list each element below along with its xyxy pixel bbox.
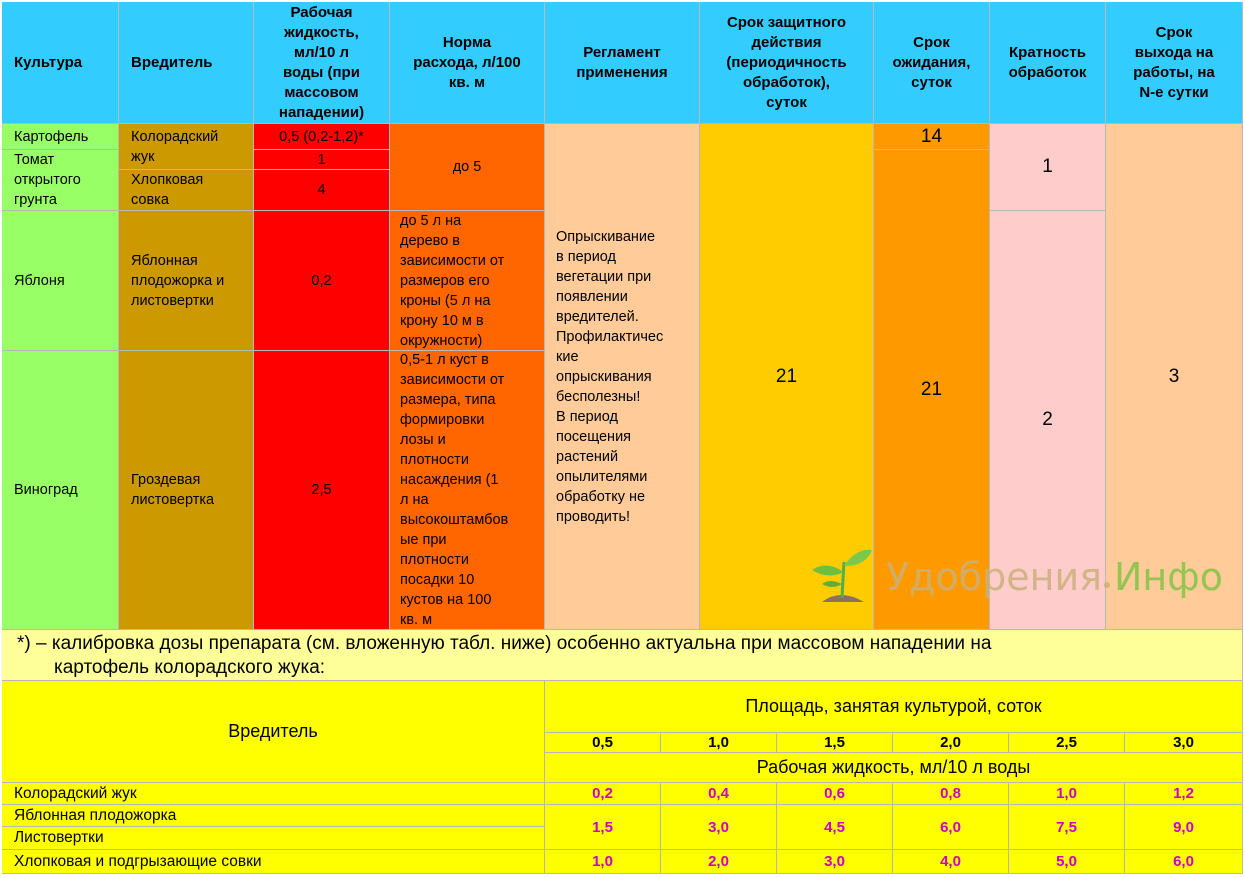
culture-potato: Картофель	[2, 124, 119, 150]
rate-grape: 0,5-1 л куст в зависимости от размера, типа формировки лозы и плотности насаждения (1 л на высокоштамбов ые при плотности посадки 10 кустов на 100 кв. м	[390, 351, 545, 630]
calib-row-colorado: Колорадский жук	[2, 783, 545, 805]
protection-value: 21	[700, 124, 874, 630]
liquid-tomato: 1	[254, 150, 390, 170]
svg-text:Инфо: Инфо	[1114, 555, 1224, 599]
pest-codling-moth: Яблонная плодожорка и листовертки	[119, 211, 254, 351]
pest-cotton-bollworm: Хлопковая совка	[119, 170, 254, 211]
calib-area-0: 0,5	[545, 733, 661, 753]
calib-cotton-1: 2,0	[661, 850, 777, 874]
pest-colorado-beetle: Колорадский жук	[119, 124, 254, 170]
calib-colorado-2: 0,6	[777, 783, 893, 805]
footnote-line-2: картофель колорадского жука:	[54, 657, 326, 678]
calib-codling-3: 6,0	[893, 805, 1009, 850]
regulation-text: Опрыскивание в период вегетации при появлении вредителей. Профилактичес кие опрыскивания бесполезны! В период посещения растений опылителями обработку не проводить!	[545, 124, 700, 630]
calib-cotton-4: 5,0	[1009, 850, 1125, 874]
waiting-potato: 14	[874, 124, 990, 150]
calib-codling-2: 4,5	[777, 805, 893, 850]
calib-cotton-3: 4,0	[893, 850, 1009, 874]
header-working-liquid: Рабочая жидкость, мл/10 л воды (при массовом нападении)	[254, 2, 390, 124]
liquid-apple: 0,2	[254, 211, 390, 351]
calib-codling-0: 1,5	[545, 805, 661, 850]
calib-colorado-5: 1,2	[1125, 783, 1243, 805]
waiting-others: 21	[874, 150, 990, 630]
calib-area-2: 1,5	[777, 733, 893, 753]
calib-codling-1: 3,0	[661, 805, 777, 850]
calib-colorado-3: 0,8	[893, 783, 1009, 805]
calib-area-4: 2,5	[1009, 733, 1125, 753]
sprout-icon	[812, 550, 872, 602]
header-consumption-rate: Норма расхода, л/100 кв. м	[390, 2, 545, 124]
culture-tomato: Томат открытого грунта	[2, 150, 119, 211]
header-regulation: Регламент применения	[545, 2, 700, 124]
calib-liquid-header: Рабочая жидкость, мл/10 л воды	[545, 753, 1243, 783]
calib-row-leafroller: Листовертки	[2, 827, 545, 850]
header-pest: Вредитель	[119, 2, 254, 124]
header-exit-day: Срок выхода на работы, на N-е сутки	[1106, 2, 1243, 124]
calib-row-codling: Яблонная плодожорка	[2, 805, 545, 827]
calib-area-header: Площадь, занятая культурой, соток	[545, 681, 1243, 733]
header-culture: Культура	[2, 2, 119, 124]
calib-colorado-0: 0,2	[545, 783, 661, 805]
calib-colorado-1: 0,4	[661, 783, 777, 805]
calib-colorado-4: 1,0	[1009, 783, 1125, 805]
multiplicity-top: 1	[990, 124, 1106, 211]
calib-cotton-5: 6,0	[1125, 850, 1243, 874]
rate-apple: до 5 л на дерево в зависимости от размеров его кроны (5 л на крону 10 м в окружности)	[390, 211, 545, 351]
header-protection-period: Срок защитного действия (периодичность обработок), суток	[700, 2, 874, 124]
calib-area-3: 2,0	[893, 733, 1009, 753]
header-treatment-count: Кратность обработок	[990, 2, 1106, 124]
culture-grape: Виноград	[2, 351, 119, 630]
calib-pest-header: Вредитель	[2, 681, 545, 783]
calib-row-cotton: Хлопковая и подгрызающие совки	[2, 850, 545, 874]
calib-codling-4: 7,5	[1009, 805, 1125, 850]
liquid-potato: 0,5 (0,2-1,2)*	[254, 124, 390, 150]
calib-area-1: 1,0	[661, 733, 777, 753]
logo-svg	[806, 540, 1236, 610]
footnote-line-1: *) – калибровка дозы препарата (см. вложенную табл. ниже) особенно актуальна при массовом нападении на	[17, 633, 992, 654]
liquid-grape: 2,5	[254, 351, 390, 630]
calib-cotton-0: 1,0	[545, 850, 661, 874]
rate-potato-tomato: до 5	[390, 124, 545, 211]
multiplicity-bottom: 2	[990, 211, 1106, 630]
calib-cotton-2: 3,0	[777, 850, 893, 874]
liquid-cotton: 4	[254, 170, 390, 211]
exit-value: 3	[1106, 124, 1243, 630]
culture-apple: Яблоня	[2, 211, 119, 351]
pest-grape-leafroller: Гроздевая листовертка	[119, 351, 254, 630]
calib-codling-5: 9,0	[1125, 805, 1243, 850]
calib-area-5: 3,0	[1125, 733, 1243, 753]
udobreniya-info-logo	[806, 540, 1236, 610]
footnote	[2, 630, 1243, 681]
svg-text:Удобрения: Удобрения	[886, 555, 1103, 599]
header-waiting-period: Срок ожидания, суток	[874, 2, 990, 124]
